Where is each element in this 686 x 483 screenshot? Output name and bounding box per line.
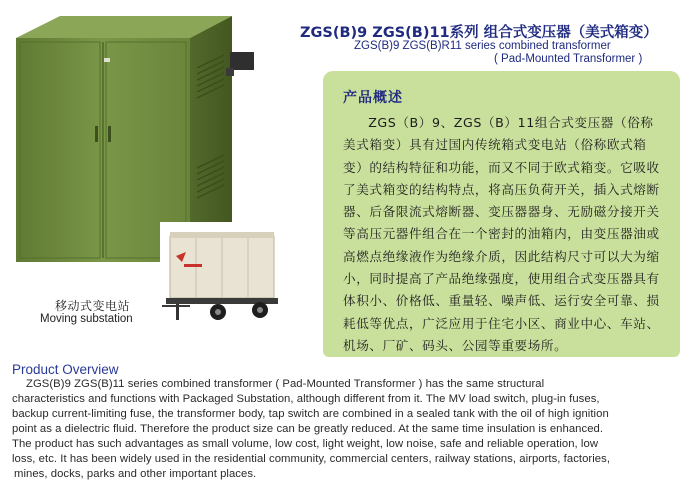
product-subtitle-en: ( Pad-Mounted Transformer ): [494, 53, 643, 65]
overview-line: backup current-limiting fuse, the transformer body, tap switch are combined in a sealed tank with the oil of high ignition: [12, 408, 609, 420]
mobile-substation-caption-en: Moving substation: [40, 313, 133, 325]
overview-line: point as a dielectric fluid. Therefore the product size can be greatly reduced. At the same time insulation is enhanced.: [12, 423, 604, 435]
overview-heading: Product Overview: [12, 362, 119, 377]
overview-line: The product has such advantages as small volume, low cost, light weight, low noise, safe and reliable operation, low: [12, 438, 599, 450]
overview-line: mines, docks, parks and other important places.: [14, 468, 257, 480]
panel-heading: 产品概述: [343, 90, 403, 106]
panel-body-text: ZGS（B）9、ZGS（B）11组合式变压器（俗称美式箱变）具有过国内传统箱式变电站（俗称欧式箱变）的结构特征和功能，而又不同于欧式箱变。它吸收了美式箱变的结构特点，将高压负荷开关，插入式熔断器、后备限流式熔断器、变压器器身、无励磁分接开关等高压元器件组合在一个密封的油箱内，由变压器油或高燃点绝缘液作为绝缘介质，因此结构尺寸可以大为缩小，同时提高了产品绝缘强度，使用组合式变压器具有体积小、价格低、重量轻、噪声低、运行安全可靠、损耗低等优点，广泛应用于住宅小区、商业中心、车站、机场、厂矿、码头、公园等重要场所。: [343, 115, 660, 353]
overview-line: loss, etc. It has been widely used in the residential community, commercial centers, railway stations, airports, factories,: [12, 453, 611, 465]
overview-line: ZGS(B)9 ZGS(B)11 series combined transformer ( Pad-Mounted Transformer ) has the same structural: [26, 378, 545, 390]
product-title-en: ZGS(B)9 ZGS(B)R11 series combined transformer: [354, 40, 611, 52]
mobile-substation-caption-cn: 移动式变电站: [55, 299, 131, 313]
overview-line: characteristics and functions with Packaged Substation, although different from it. The MV load switch, plug-in fuses,: [12, 393, 600, 405]
description-panel: [323, 71, 680, 357]
mobile-substation-image: [160, 222, 282, 328]
product-title-cn: ZGS(B)9 ZGS(B)11系列 组合式变压器（美式箱变）: [300, 25, 658, 41]
